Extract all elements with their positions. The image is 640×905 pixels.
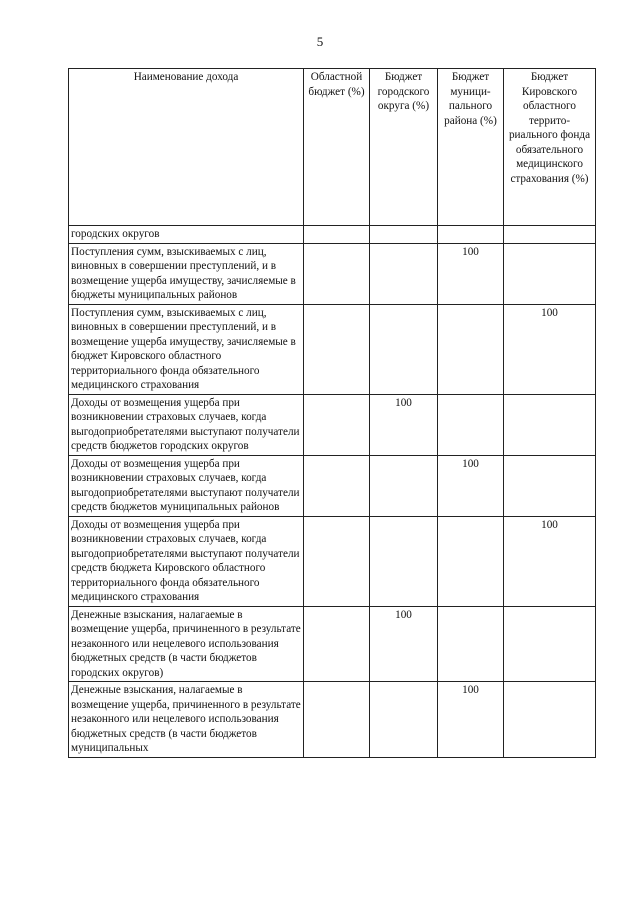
municipal-value <box>438 226 504 244</box>
table-row <box>69 394 596 455</box>
income-name: Доходы от возмещения ущерба при возникновении страховых случаев, когда выгодоприобретателями выступают получатели средств бюджета Кировского областного территориального фонда обязательного медицинского страхования <box>69 516 304 606</box>
municipal-value <box>438 304 504 394</box>
income-name: Денежные взыскания, налагаемые в возмещение ущерба, причиненного в результате незаконного или нецелевого использования бюджетных средств (в части бюджетов городских округов) <box>69 606 304 682</box>
municipal-value: 100 <box>438 455 504 516</box>
regional-value <box>304 606 370 682</box>
city-value <box>370 243 438 304</box>
table-row <box>69 304 596 394</box>
income-name: Денежные взыскания, налагаемые в возмещение ущерба, причиненного в результате незаконного или нецелевого использования бюджетных средств (в части бюджетов муниципальных <box>69 682 304 758</box>
city-value <box>370 516 438 606</box>
municipal-value <box>438 606 504 682</box>
fund-value <box>504 226 596 244</box>
regional-value <box>304 394 370 455</box>
fund-value <box>504 455 596 516</box>
fund-value: 100 <box>504 304 596 394</box>
table-row <box>69 606 596 682</box>
fund-value <box>504 682 596 758</box>
income-name: Поступления сумм, взыскиваемых с лиц, виновных в совершении преступлений, и в возмещение ущерба имуществу, зачисляемые в бюджеты муниципальных районов <box>69 243 304 304</box>
fund-value <box>504 243 596 304</box>
regional-value <box>304 682 370 758</box>
municipal-value: 100 <box>438 682 504 758</box>
fund-value <box>504 394 596 455</box>
table-row <box>69 226 596 244</box>
header-regional: Областной бюджет (%) <box>304 69 370 226</box>
income-name: Поступления сумм, взыскиваемых с лиц, виновных в совершении преступлений, и в возмещение ущерба имуществу, зачисляемые в бюджет Кировского областного территориального фонда обязательного медицинского страхования <box>69 304 304 394</box>
fund-value <box>504 606 596 682</box>
header-fund: Бюджет Кировского областного террито-риального фонда обязательного медицинского страхования (%) <box>504 69 596 226</box>
city-value: 100 <box>370 606 438 682</box>
regional-value <box>304 243 370 304</box>
regional-value <box>304 226 370 244</box>
table-row <box>69 243 596 304</box>
municipal-value <box>438 394 504 455</box>
header-municipal: Бюджет муници-пального района (%) <box>438 69 504 226</box>
regional-value <box>304 455 370 516</box>
municipal-value <box>438 516 504 606</box>
income-name: городских округов <box>69 226 304 244</box>
revenue-table <box>68 68 596 758</box>
regional-value <box>304 304 370 394</box>
income-name: Доходы от возмещения ущерба при возникновении страховых случаев, когда выгодоприобретателями выступают получатели средств бюджетов муниципальных районов <box>69 455 304 516</box>
table-row <box>69 682 596 758</box>
header-name: Наименование дохода <box>69 69 304 226</box>
income-name: Доходы от возмещения ущерба при возникновении страховых случаев, когда выгодоприобретателями выступают получатели средств бюджетов городских округов <box>69 394 304 455</box>
city-value: 100 <box>370 394 438 455</box>
fund-value: 100 <box>504 516 596 606</box>
city-value <box>370 226 438 244</box>
city-value <box>370 682 438 758</box>
header-city: Бюджет городского округа (%) <box>370 69 438 226</box>
city-value <box>370 304 438 394</box>
city-value <box>370 455 438 516</box>
table-row <box>69 516 596 606</box>
municipal-value: 100 <box>438 243 504 304</box>
page-number: 5 <box>316 34 324 49</box>
table-row <box>69 455 596 516</box>
regional-value <box>304 516 370 606</box>
table-header-row <box>69 69 596 226</box>
